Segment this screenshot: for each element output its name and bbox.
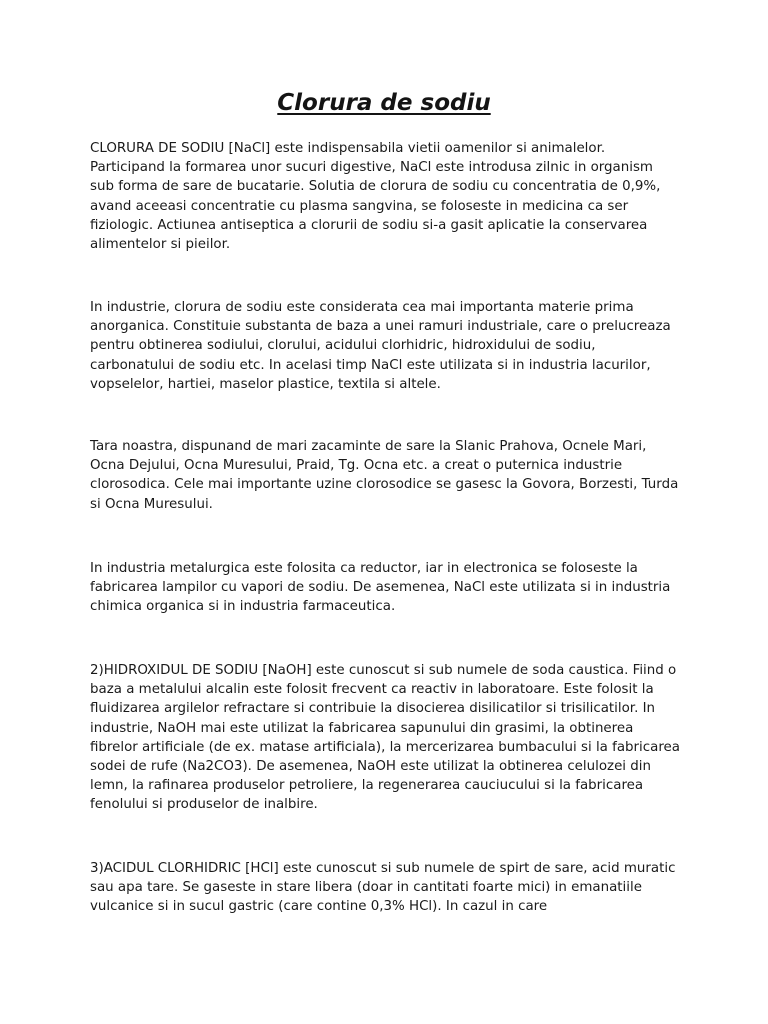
document-title: Clorura de sodiu [277,90,491,116]
paragraph-sodium-hydroxide: 2)HIDROXIDUL DE SODIU [NaOH] este cunoscut si sub numele de soda caustica. Fiind o baza a metalului alcalin este folosit frecvent ca reactiv in laboratoare. Este folosit la fluidizarea argilelor refractare si contribuie la disocierea disilicatilor si trisilicatilor. In industrie, NaOH mai este utilizat la fabricarea sapunului din grasimi, la obtinerea fibrelor artificiale (de ex. matase artificiala), la mercerizarea bumbacului si la fabricarea sodei de rufe (Na2CO3). De asemenea, NaOH este utilizat la obtinerea celulozei din lemn, la rafinarea produselor petroliere, la regenerarea cauciucului si la fabricarea fenolului si produselor de inalbire. [90,663,681,813]
paragraph-hydrochloric-acid: 3)ACIDUL CLORHIDRIC [HCl] este cunoscut si sub numele de spirt de sare, acid muratic sau apa tare. Se gaseste in stare libera (doar in cantitati foarte mici) in emanatiile vulcanice si in sucul gastric (care contine 0,3% HCl). In cazul in care [90,861,676,915]
paragraph-salt-deposits: Tara noastra, dispunand de mari zacaminte de sare la Slanic Prahova, Ocnele Mari, Ocna Dejului, Ocna Muresului, Praid, Tg. Ocna etc. a creat o puternica industrie clorosodica. Cele mai importante uzine clorosodice se gasesc la Govora, Borzesti, Turda si Ocna Muresului. [90,439,679,512]
paragraph-metallurgy-electronics: In industria metalurgica este folosita ca reductor, iar in electronica se foloseste la fabricarea lampilor cu vapori de sodiu. De asemenea, NaCl este utilizata si in industria chimica organica si in industria farmaceutica. [90,561,671,615]
paragraph-sodium-chloride-intro: CLORURA DE SODIU [NaCl] este indispensabila vietii oamenilor si animalelor. Participand la formarea unor sucuri digestive, NaCl este introdusa zilnic in organism sub forma de sare de bucatarie. Solutia de clorura de sodiu cu concentratia de 0,9%, avand aceeasi concentratie cu plasma sangvina, se foloseste in medicina ca ser fiziologic. Actiunea antiseptica a clorurii de sodiu si-a gasit aplicatie la conservarea alimentelor si pieilor. [90,141,661,253]
paragraph-industry-uses: In industrie, clorura de sodiu este considerata cea mai importanta materie prima anorganica. Constituie substanta de baza a unei ramuri industriale, care o prelucreaza pentru obtinerea sodiului, clorului, acidului clorhidric, hidroxidului de sodiu, carbonatului de sodiu etc. In acelasi timp NaCl este utilizata si in industria lacurilor, vopselelor, hartiei, maselor plastice, textila si altele. [90,300,671,392]
